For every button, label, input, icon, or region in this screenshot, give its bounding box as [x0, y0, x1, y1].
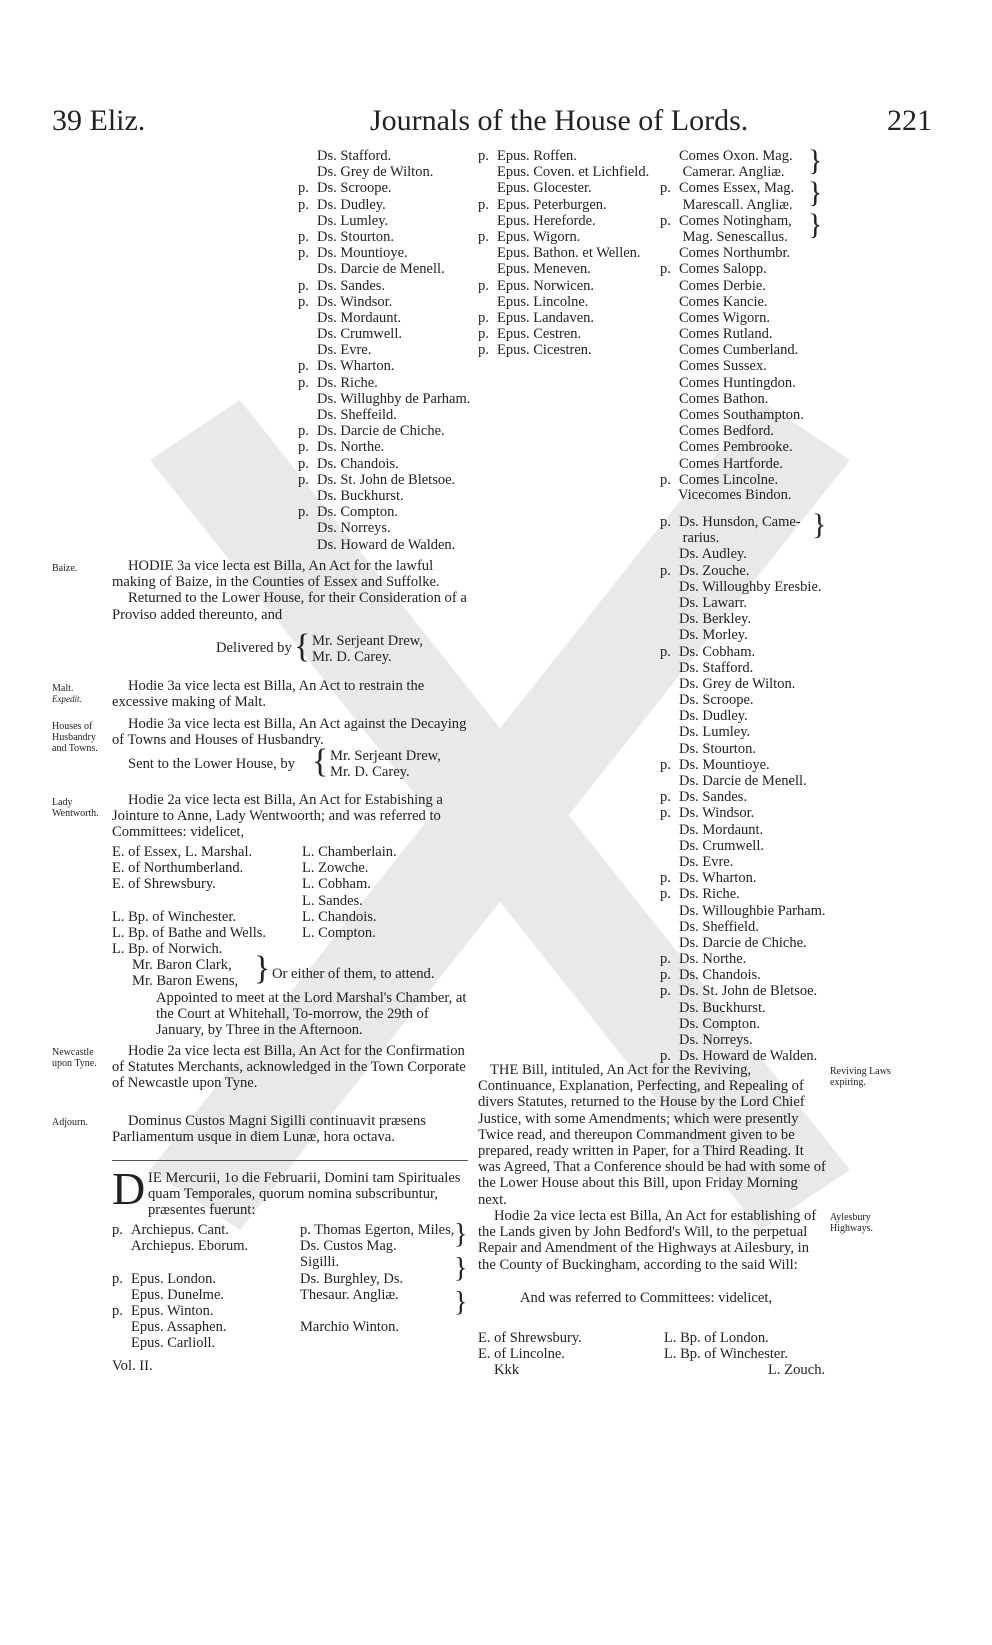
list-item: Archiepus. Eborum. [131, 1238, 249, 1255]
list-item: p. Ds. Mountioye. [298, 245, 408, 262]
list-item: Ds. Willoughby Eresbie. [679, 578, 822, 595]
list-item: Ds. Evre. [317, 342, 372, 359]
list-item: Ds. Stafford. [679, 659, 754, 676]
list-item: L. Bp. of Winchester. [664, 1346, 788, 1363]
brace: } [454, 1253, 468, 1284]
list-item: p. Archiepus. Cant. [112, 1222, 229, 1238]
list-item: Comes Hartforde. [679, 455, 783, 472]
list-item: L. Bp. of Norwich. [112, 941, 223, 958]
brace: } [454, 1219, 468, 1250]
brace: } [812, 508, 827, 541]
list-item: p. Epus. Landaven. [478, 309, 595, 326]
list-item: p. Epus. Norwicen. [478, 277, 595, 294]
attendance-list-barons-2 [660, 514, 826, 1064]
list-item: Comes Northumbr. [679, 245, 791, 262]
list-item: Ds. Buckhurst. [317, 487, 404, 504]
drop-cap: D [112, 1163, 146, 1214]
margin-note-aylesbury: Aylesbury Highways. [830, 1212, 874, 1234]
list-item: p. Ds. St. John de Bletsoe. [298, 471, 456, 488]
signature-mark: Kkk [494, 1362, 520, 1378]
list-item: L. Bp. of Bathe and Wells. [112, 924, 267, 941]
list-item: Ds. Howard de Walden. [317, 536, 456, 553]
list-item: Epus. Glocester. [497, 180, 592, 197]
list-item: p. Epus. Wigorn. [478, 228, 581, 245]
list-item: p. Thomas Egerton, Miles, [300, 1222, 455, 1238]
list-item: Ds. Norreys. [317, 520, 391, 537]
list-item: Epus. Meneven. [497, 261, 591, 278]
list-item: L. Compton. [302, 924, 376, 941]
list-item: rarius. [679, 530, 720, 547]
list-item: E. of Lincolne. [478, 1346, 565, 1363]
list-item: Camerar. Angliæ. [679, 164, 785, 181]
attendance-list-earls [660, 148, 804, 488]
list-item: Comes Wigorn. [679, 309, 770, 326]
margin-note-adjourn: Adjourn. [52, 1117, 88, 1128]
list-item: p. Ds. Sandes. [660, 789, 748, 806]
list-item: Comes Kancie. [679, 293, 768, 310]
list-item: Mag. Senescallus. [679, 228, 788, 245]
list-item: p. Ds. Dudley. [298, 196, 386, 213]
margin-note-malt: Malt. Expedit. [52, 683, 82, 704]
list-item: Comes Oxon. Mag. [679, 148, 793, 164]
list-item: p. Epus. Peterburgen. [478, 196, 607, 213]
committee-list-right [302, 844, 397, 941]
list-item: Epus. Lincolne. [497, 293, 589, 310]
list-item: p. Comes Notingham, [660, 212, 792, 229]
list-item: p. Ds. Mountioye. [660, 756, 770, 773]
list-item: Ds. Willoughbie Parham. [679, 902, 826, 919]
list-item: p. Ds. Stourton. [298, 228, 394, 245]
list-item: Ds. Dudley. [679, 708, 748, 725]
header-title: Journals of the House of Lords. [370, 104, 749, 137]
list-item: Comes Pembrooke. [679, 439, 793, 456]
list-item: p. Ds. St. John de Bletsoe. [660, 983, 818, 1000]
list-item: Ds. Crumwell. [679, 837, 764, 854]
list-item: p. Epus. Winton. [112, 1302, 214, 1319]
sent-by: Sent to the Lower House, by [128, 756, 295, 772]
list-item: p. Ds. Sandes. [298, 277, 386, 294]
list-item: Comes Southampton. [679, 407, 804, 423]
section-rule [112, 1160, 468, 1161]
list-item: Comes Derbie. [679, 277, 766, 294]
list-item: p. Ds. Hunsdon, Came- [660, 514, 801, 530]
list-item: p. Ds. Riche. [298, 374, 378, 391]
list-item: p. Comes Essex, Mag. [660, 180, 795, 197]
list-item: E. of Shrewsbury. [478, 1330, 582, 1346]
entry-lady-wentworth: Hodie 2a vice lecta est Billa, An Act for Estabishing a Jointure to Anne, Lady Wentwoorth; and was referred to Committees: videlicet, [112, 792, 443, 841]
entry-malt: Hodie 3a vice lecta est Billa, An Act to restrain the excessive making of Malt. [112, 678, 425, 711]
attendance-list-die-left [112, 1222, 248, 1352]
running-head [52, 100, 972, 146]
list-item: p. Epus. London. [112, 1270, 216, 1287]
list-item: Sigilli. [300, 1254, 340, 1271]
list-item: Ds. Burghley, Ds. [300, 1270, 404, 1287]
list-item: Comes Sussex. [679, 358, 767, 375]
list-item: Thesaur. Angliæ. [300, 1286, 399, 1303]
list-item: Ds. Custos Mag. [300, 1238, 397, 1255]
brace: { [312, 743, 329, 780]
brace: } [254, 950, 271, 987]
list-item: Ds. Compton. [679, 1015, 760, 1032]
list-item: p. Ds. Chandois. [660, 967, 761, 984]
list-item: Comes Cumberland. [679, 342, 799, 359]
list-item: Ds. Grey de Wilton. [679, 675, 796, 692]
list-item: Ds. Scroope. [679, 692, 754, 709]
brace: { [294, 628, 311, 665]
messengers: Mr. Serjeant Drew, Mr. D. Carey. [330, 748, 441, 781]
list-item: Epus. Dunelme. [131, 1286, 225, 1303]
committee-list-left [112, 844, 266, 957]
list-item: L. Cobham. [302, 876, 371, 893]
margin-note-lady: Lady Wentworth. [52, 797, 99, 819]
referred: And was referred to Committees: videlicet, [520, 1290, 773, 1306]
header-left: 39 Eliz. [52, 104, 146, 137]
committee-list-left [478, 1330, 582, 1362]
appointed: Appointed to meet at the Lord Marshal's Chamber, at the Court at Whitehall, To-morrow, the 29th of January, by Three in the Afternoon. [156, 990, 467, 1039]
entry-baize [112, 558, 468, 623]
list-item: Ds. Crumwell. [317, 326, 402, 343]
margin-note-newcastle: Newcastle upon Tyne. [52, 1047, 97, 1069]
list-item: E. of Shrewsbury. [112, 876, 216, 893]
delivered-by: Delivered by [216, 640, 292, 656]
list-item: p. Ds. Windsor. [298, 293, 393, 310]
list-item: p. Ds. Windsor. [660, 805, 755, 822]
list-item: Comes Bathon. [679, 390, 769, 407]
entry-text: HODIE 3a vice lecta est Billa, An Act for the lawful making of Baize, in the Counties of Essex and Suffolke. [112, 558, 440, 591]
list-item: p. Comes Lincolne. [660, 471, 779, 488]
list-item: Ds. Sheffeild. [317, 407, 397, 423]
list-item: L. Chandois. [302, 908, 377, 925]
list-item: Epus. Coven. et Lichfield. [497, 164, 650, 181]
brace: } [808, 144, 823, 177]
list-item: Comes Rutland. [679, 326, 773, 343]
list-item: Ds. Sheffield. [679, 918, 759, 935]
list-item: p. Ds. Darcie de Chiche. [298, 423, 445, 440]
list-item: p. Ds. Northe. [298, 439, 385, 456]
list-item: E. of Northumberland. [112, 860, 244, 877]
list-item: Ds. Willughby de Parham. [317, 390, 471, 407]
list-item: p. Ds. Cobham. [660, 643, 756, 660]
list-item: Ds. Berkley. [679, 611, 751, 628]
entry-returned: Returned to the Lower House, for their Consideration of a Proviso added thereunto, and [112, 590, 467, 623]
messengers: Mr. Serjeant Drew, Mr. D. Carey. [312, 633, 423, 666]
list-item [300, 1303, 454, 1319]
page-number: 221 [887, 104, 932, 137]
entry-die-mercurii: IE Mercurii, 1o die Februarii, Domini tam Spirituales quam Temporales, quorum nomina subscribuntur, præsentes fuerunt: [148, 1170, 461, 1219]
brace: } [808, 176, 823, 209]
list-item: L. Zowche. [302, 860, 369, 877]
list-item [112, 1254, 248, 1270]
list-item: Ds. Morley. [679, 627, 748, 644]
list-item: Ds. Darcie de Chiche. [679, 934, 807, 951]
list-item: L. Sandes. [302, 892, 363, 909]
list-item: p. Ds. Chandois. [298, 455, 399, 472]
list-item: Ds. Evre. [679, 853, 734, 870]
committee-list-right [664, 1330, 788, 1362]
list-item: Ds. Mordaunt. [317, 309, 402, 326]
attendance-list-bishops [478, 148, 649, 358]
list-item: Marchio Winton. [300, 1319, 400, 1336]
entry-aylesbury: Hodie 2a vice lecta est Billa, An Act for establishing of the Lands given by John Bedford's Will, to the perpetual Repair and Amendment of the Highways at Ailesbury, in the County of Buckingham, according to the said Will: [478, 1208, 817, 1273]
volume-mark: Vol. II. [112, 1358, 153, 1374]
list-item: p. Ds. Riche. [660, 886, 740, 903]
catchword: L. Zouch. [768, 1362, 826, 1378]
entry-adjourn: Dominus Custos Magni Sigilli continuavit præsens Parliamentum usque in diem Lunæ, hora octava. [112, 1113, 426, 1146]
list-item: p. Ds. Howard de Walden. [660, 1048, 818, 1065]
list-item: L. Bp. of Winchester. [112, 908, 236, 925]
list-item: Comes Bedford. [679, 423, 775, 440]
list-item: Ds. Mordaunt. [679, 821, 764, 838]
entry-reviving: THE Bill, intituled, An Act for the Reviving, Continuance, Explanation, Perfecting, and Repealing of divers Statutes, returned to the House by the Lord Chief Justice, with some Amendments; which were presently Twice read, and thereupon Commandment given to be prepared, ready written in Paper, for a Third Reading. It was Agreed, That a Conference should be had with some of the Lower House about this Bill, upon Friday Morning next. [478, 1062, 826, 1208]
entry-newcastle: Hodie 2a vice lecta est Billa, An Act for the Confirmation of Statutes Merchants, acknowledged in the Town Corporate of Newcastle upon Tyne. [112, 1043, 466, 1092]
attendance-list-die-right [300, 1222, 454, 1335]
list-item: Ds. Darcie de Menell. [317, 261, 445, 278]
list-item: L. Chamberlain. [302, 844, 397, 860]
brace: } [808, 208, 823, 241]
list-item: p. Epus. Cestren. [478, 326, 582, 343]
list-item: p. Comes Salopp. [660, 261, 767, 278]
entry-houses: Hodie 3a vice lecta est Billa, An Act against the Decaying of Towns and Houses of Husbandry. [112, 716, 467, 749]
list-item: Ds. Norreys. [679, 1032, 753, 1048]
list-item: L. Bp. of London. [664, 1330, 769, 1346]
list-item: p. Ds. Wharton. [298, 358, 395, 375]
list-item: Ds. Stafford. [317, 148, 392, 164]
barons: Mr. Baron Clark, Mr. Baron Ewens, [132, 957, 239, 990]
list-item: p. Ds. Zouche. [660, 562, 750, 579]
list-item: Ds. Lawarr. [679, 594, 748, 611]
list-item: Ds. Lumley. [317, 212, 389, 229]
attendance-list-barons [298, 148, 470, 553]
list-item: p. Ds. Wharton. [660, 870, 757, 887]
list-item: p. Ds. Northe. [660, 951, 747, 968]
list-item: Ds. Stourton. [679, 740, 756, 757]
list-item: Ds. Lumley. [679, 724, 751, 741]
list-item: p. Epus. Roffen. [478, 148, 577, 164]
list-item: Epus. Hereforde. [497, 212, 596, 229]
list-item: E. of Essex, L. Marshal. [112, 844, 253, 860]
list-item: Epus. Bathon. et Wellen. [497, 245, 641, 262]
list-item: p. Ds. Scroope. [298, 180, 392, 197]
margin-note-houses: Houses of Husbandry and Towns. [52, 721, 98, 754]
list-item: Ds. Buckhurst. [679, 999, 766, 1016]
list-item: Ds. Darcie de Menell. [679, 773, 807, 789]
list-item: Ds. Grey de Wilton. [317, 164, 434, 181]
list-item: Marescall. Angliæ. [679, 196, 793, 213]
list-item: Epus. Assaphen. [131, 1319, 227, 1336]
list-item: Comes Huntingdon. [679, 374, 796, 391]
list-item: Epus. Carlioll. [131, 1335, 216, 1352]
brace: } [454, 1287, 468, 1318]
list-item: p. Ds. Compton. [298, 504, 398, 521]
list-item: Ds. Audley. [679, 546, 747, 563]
margin-note-baize: Baize. [52, 563, 78, 574]
margin-note-reviving: Reviving Laws expiring. [830, 1066, 891, 1088]
vicecomes: Vicecomes Bindon. [678, 487, 792, 503]
list-item [112, 893, 266, 909]
list-item: p. Epus. Cicestren. [478, 342, 592, 359]
either-attend: Or either of them, to attend. [272, 966, 435, 982]
